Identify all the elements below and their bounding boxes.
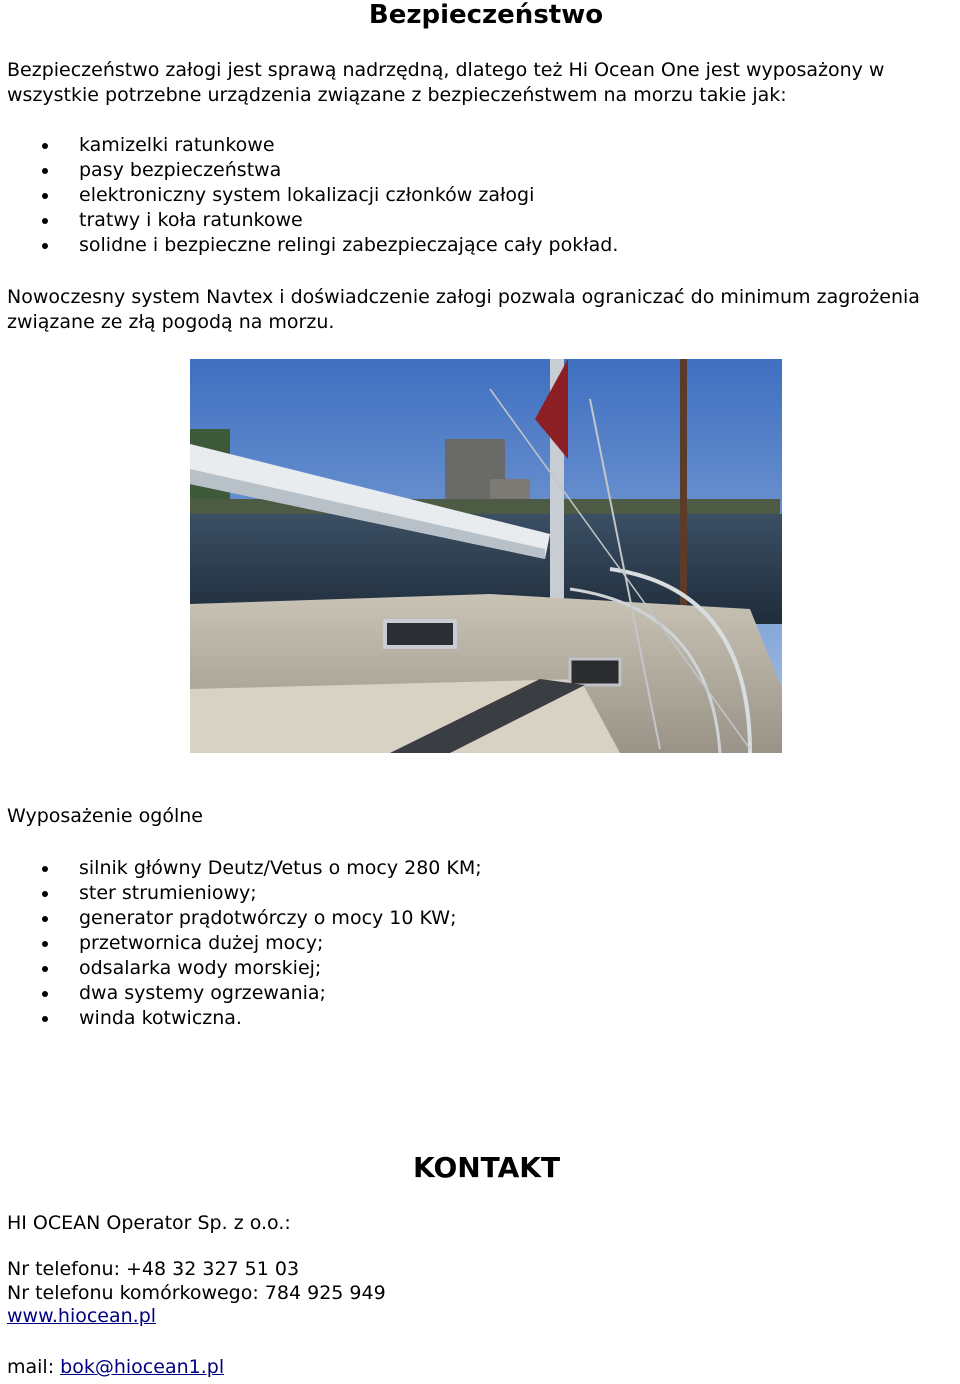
bullet-icon: [42, 143, 48, 149]
bullet-icon: [42, 168, 48, 174]
bullet-icon: [42, 941, 48, 947]
list-item: kamizelki ratunkowe: [0, 133, 618, 158]
intro-line-1: Bezpieczeństwo załogi jest sprawą nadrzędną, dlatego też Hi Ocean One jest wyposażony w: [7, 59, 885, 81]
list-item: generator prądotwórczy o mocy 10 KW;: [0, 906, 482, 931]
yacht-deck-photo: [190, 359, 782, 753]
mobile-number: Nr telefonu komórkowego: 784 925 949: [7, 1282, 386, 1304]
phone-number: Nr telefonu: +48 32 327 51 03: [7, 1258, 300, 1280]
list-item: dwa systemy ogrzewania;: [0, 981, 482, 1006]
bullet-icon: [42, 991, 48, 997]
bullet-icon: [42, 866, 48, 872]
page-title: Bezpieczeństwo: [368, 0, 604, 30]
bullet-icon: [42, 193, 48, 199]
list-item: winda kotwiczna.: [0, 1006, 482, 1031]
mail-line: [7, 1355, 224, 1379]
list-item: solidne i bezpieczne relingi zabezpieczające cały pokład.: [0, 233, 618, 258]
bullet-icon: [42, 966, 48, 972]
intro-text: [7, 58, 957, 108]
equipment-list: [0, 856, 482, 1031]
bullet-icon: [42, 243, 48, 249]
safety-list: [0, 133, 618, 258]
bullet-icon: [42, 916, 48, 922]
company-name: HI OCEAN Operator Sp. z o.o.:: [7, 1212, 291, 1234]
mail-label: mail:: [7, 1356, 55, 1378]
website-link[interactable]: www.hiocean.pl: [7, 1305, 157, 1327]
list-item: przetwornica dużej mocy;: [0, 931, 482, 956]
bullet-icon: [42, 218, 48, 224]
navtex-text: [7, 285, 957, 335]
contact-heading: KONTAKT: [413, 1151, 561, 1184]
bullet-icon: [42, 1016, 48, 1022]
email-link[interactable]: bok@hiocean1.pl: [60, 1356, 225, 1378]
list-item: silnik główny Deutz/Vetus o mocy 280 KM;: [0, 856, 482, 881]
bullet-icon: [42, 891, 48, 897]
navtex-line-1: Nowoczesny system Navtex i doświadczenie załogi pozwala ograniczać do minimum zagrożenia: [7, 286, 920, 308]
list-item: tratwy i koła ratunkowe: [0, 208, 618, 233]
list-item: ster strumieniowy;: [0, 881, 482, 906]
navtex-line-2: związane ze złą pogodą na morzu.: [7, 311, 335, 333]
list-item: odsalarka wody morskiej;: [0, 956, 482, 981]
intro-line-2: wszystkie potrzebne urządzenia związane z bezpieczeństwem na morzu takie jak:: [7, 84, 787, 106]
equipment-heading: Wyposażenie ogólne: [7, 805, 203, 827]
website-line: [7, 1304, 156, 1328]
list-item: pasy bezpieczeństwa: [0, 158, 618, 183]
list-item: elektroniczny system lokalizacji członków załogi: [0, 183, 618, 208]
